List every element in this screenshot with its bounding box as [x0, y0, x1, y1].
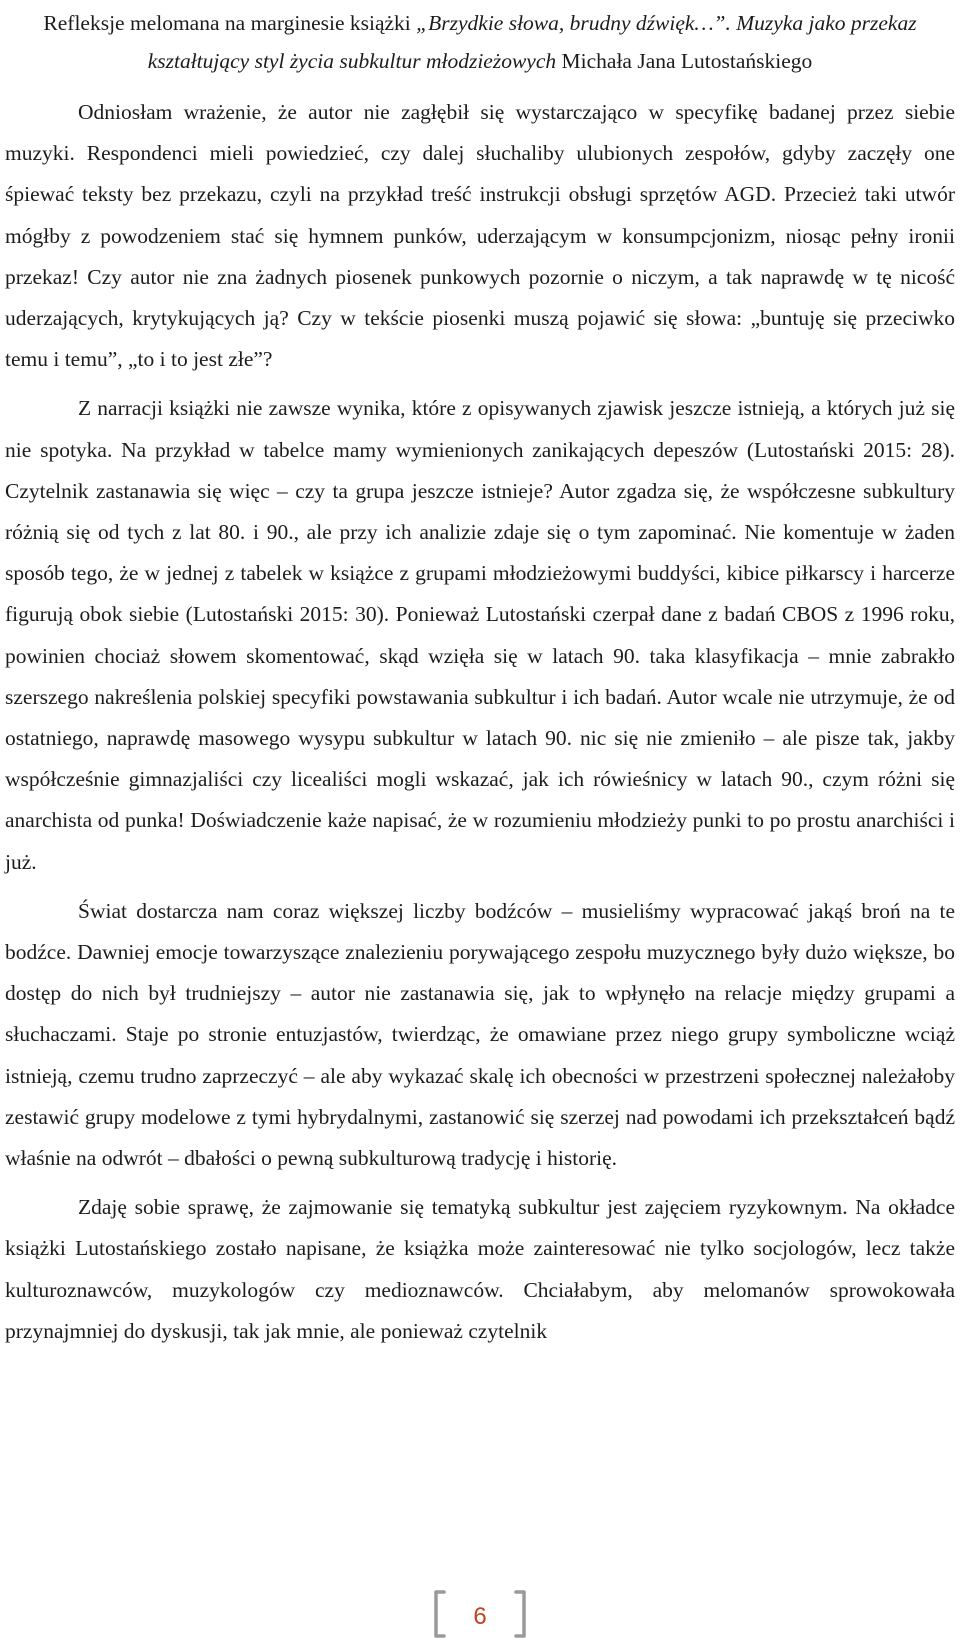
header-book-title-part-1: „Brzydkie słowa, brudny dźwięk…”. Muzyka jako przekaz: [416, 11, 917, 35]
page-number-box: [432, 1590, 528, 1638]
paragraph-narration: Z narracji książki nie zawsze wynika, które z opisywanych zjawisk jeszcze istnieją, a których już się nie spotyka. Na przykład w tabelce mamy wymienionych zanikających depeszów (Lutostański 2015: 28). Czytelnik zastanawia się więc – czy ta grupa jeszcze istnieje? Autor zgadza się, że współczesne subkultury różnią się od tych z lat 80. i 90., ale przy ich analizie zdaje się o tym zapominać. Nie komentuje w żaden sposób tego, że w jednej z tabelek w książce z grupami młodzieżowymi buddyści, kibice piłkarscy i harcerze figurują obok siebie (Lutostański 2015: 30). Ponieważ Lutostański czerpał dane z badań CBOS z 1996 roku, powinien chociaż słowem skomentować, skąd wzięła się w latach 90. taka klasyfikacja – mnie zabrakło szerszego nakreślenia polskiej specyfiki powstawania subkultur i ich badań. Autor wcale nie utrzymuje, że od ostatniego, naprawdę masowego wysypu subkultur w latach 90. nic się nie zmieniło – ale pisze tak, jakby współcześnie gimnazjaliści czy licealiści mogli wskazać, jak ich rówieśnicy w latach 90., czym różni się anarchista od punka! Doświadczenie każe napisać, że w rozumieniu młodzieży punki to po prostu anarchiści i już.: [5, 396, 955, 874]
page-footer: [0, 1588, 960, 1640]
article-body: [5, 92, 955, 1360]
header-author: Michała Jana Lutostańskiego: [556, 49, 813, 73]
paragraph-stimuli: Świat dostarcza nam coraz większej liczby bodźców – musieliśmy wypracować jakąś broń na te bodźce. Dawniej emocje towarzyszące znalezieniu porywającego zespołu muzycznego były dużo większe, bo dostęp do nich był trudniejszy – autor nie zastanawia się, jak to wpłynęło na relacje między grupami a słuchaczami. Staje po stronie entuzjastów, twierdząc, że omawiane przez niego grupy symboliczne wciąż istnieją, czemu trudno zaprzeczyć – ale aby wykazać skalę ich obecności w przestrzeni społecznej należałoby zestawić grupy modelowe z tymi hybrydalnymi, zastanowić się szerzej nad powodami ich przekształceń bądź właśnie na odwrót – dbałości o pewną subkulturową tradycję i historię.: [5, 898, 955, 1171]
running-header-line-2: [0, 42, 960, 80]
left-bracket-icon: [432, 1590, 446, 1638]
running-header-line-1: [0, 4, 960, 42]
paragraph-risk: Zdaję sobie sprawę, że zajmowanie się tematyką subkultur jest zajęciem ryzykownym. Na okładce książki Lutostańskiego zostało napisane, że książka może zainteresować nie tylko socjologów, lecz także kulturoznawców, muzykologów czy medioznawców. Chciałabym, aby melomanów sprowokowała przynajmniej do dyskusji, tak jak mnie, ale ponieważ czytelnik: [5, 1195, 955, 1343]
header-prefix: Refleksje melomana na marginesie książki: [43, 11, 417, 35]
running-header: [0, 4, 960, 80]
page-number: 6: [473, 1603, 487, 1630]
paragraph-music-specifics: Odniosłam wrażenie, że autor nie zagłębił się wystarczająco w specyfikę badanej przez siebie muzyki. Respondenci mieli powiedzieć, czy dalej słuchaliby ulubionych zespołów, gdyby zaczęły one śpiewać teksty bez przekazu, czyli na przykład treść instrukcji obsługi sprzętów AGD. Przecież taki utwór mógłby z powodzeniem stać się hymnem punków, uderzającym w konsumpcjonizm, niosąc pełny ironii przekaz! Czy autor nie zna żadnych piosenek punkowych pozornie o niczym, a tak naprawdę w tę nicość uderzających, krytykujących ją? Czy w tekście piosenki muszą pojawić się słowa: „buntuję się przeciwko temu i temu”, „to i to jest złe”?: [5, 100, 955, 372]
right-bracket-icon: [514, 1590, 528, 1638]
header-book-title-part-2: kształtujący styl życia subkultur młodzieżowych: [147, 49, 557, 73]
